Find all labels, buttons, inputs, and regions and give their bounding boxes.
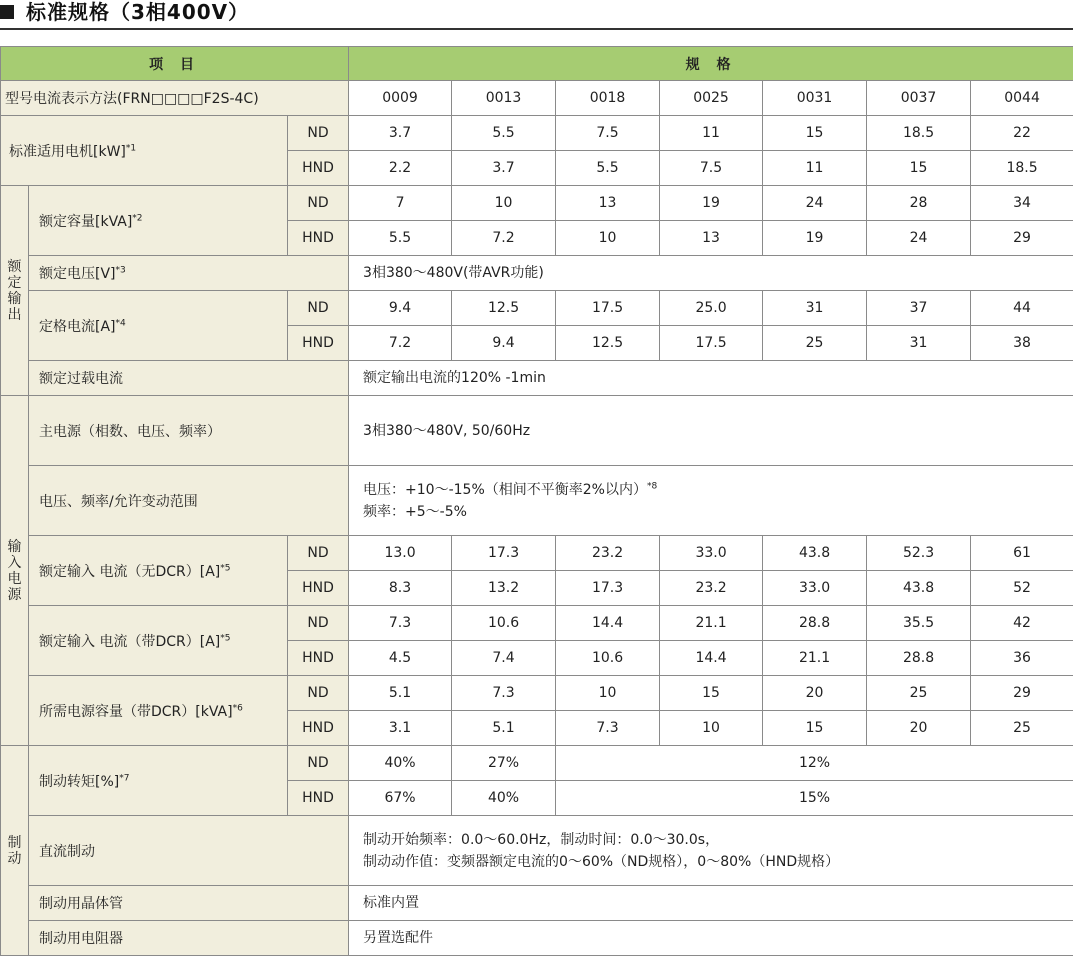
table-cell: 7 [349,186,452,221]
table-cell: 15 [763,116,867,151]
table-cell: 25 [867,676,971,711]
nd-label: ND [288,291,349,326]
hnd-label: HND [288,326,349,361]
table-cell: 3.7 [452,151,556,186]
table-cell: 17.3 [452,536,556,571]
table-cell: 7.5 [660,151,763,186]
table-cell: 13.0 [349,536,452,571]
table-cell: 31 [867,326,971,361]
voltage-value: 3相380～480V(带AVR功能) [349,256,1073,291]
table-cell: 0009 [349,81,452,116]
table-cell: 29 [971,221,1073,256]
table-cell: 21.1 [763,641,867,676]
table-row [1,606,1073,641]
table-cell: 17.3 [556,571,660,606]
category-input: 输 入 电 源 [1,396,29,746]
table-cell: 42 [971,606,1073,641]
table-cell: 7.4 [452,641,556,676]
table-cell: 5.5 [349,221,452,256]
table-cell: 12.5 [452,291,556,326]
dc-brake-label: 直流制动 [29,816,349,886]
table-cell: 0031 [763,81,867,116]
table-cell: 40% [452,781,556,816]
table-cell: 12.5 [556,326,660,361]
table-cell: 14.4 [556,606,660,641]
hnd-label: HND [288,781,349,816]
table-cell: 15 [763,711,867,746]
voltage-label: 额定电压$[V]^{*3}$ [29,256,349,291]
hnd-label: HND [288,641,349,676]
category-output: 额 定 输 出 [1,186,29,396]
table-cell: 3.7 [349,116,452,151]
table-cell: 10.6 [452,606,556,641]
hnd-label: HND [288,711,349,746]
table-cell: 24 [763,186,867,221]
table-cell: 9.4 [349,291,452,326]
table-cell: 7.2 [452,221,556,256]
table-cell: 7.5 [556,116,660,151]
table-cell: 5.5 [556,151,660,186]
tolerance-value: 电压：+10～-15%（相间不平衡率2%以内）$^{*8}$ 频率：+5～-5% [349,466,1073,536]
tolerance-line2: 频率：+5～-5% [363,501,1073,523]
table-cell: 17.5 [556,291,660,326]
table-cell: 15% [556,781,1073,816]
table-cell: 43.8 [763,536,867,571]
table-cell: 11 [763,151,867,186]
resistor-label: 制动用电阻器 [29,921,349,956]
title-divider [0,28,1073,30]
nd-label: ND [288,606,349,641]
table-cell: 14.4 [660,641,763,676]
tolerance-label: 电压、频率/允许变动范围 [29,466,349,536]
table-row [1,116,1073,151]
table-header-row [1,47,1073,81]
table-cell: 25.0 [660,291,763,326]
category-brake: 制 动 [1,746,29,956]
table-row [1,361,1073,396]
current-label: 定格电流$[A]^{*4}$ [29,291,288,361]
table-cell: 13.2 [452,571,556,606]
table-cell: 28.8 [763,606,867,641]
table-cell: 18.5 [971,151,1073,186]
main-power-value: 3相380～480V, 50/60Hz [349,396,1073,466]
nd-label: ND [288,746,349,781]
table-row [1,921,1073,956]
table-cell: 61 [971,536,1073,571]
table-cell: 13 [556,186,660,221]
table-cell: 5.1 [349,676,452,711]
title-bar [0,0,1073,30]
current-no-dcr-label: 额定输入 电流（无$DCR)[A]^{*5}$ [29,536,288,606]
table-cell: 33.0 [763,571,867,606]
table-cell: 19 [763,221,867,256]
table-cell: 28.8 [867,641,971,676]
table-cell: 22 [971,116,1073,151]
table-cell: 31 [763,291,867,326]
table-cell: 20 [867,711,971,746]
nd-label: ND [288,536,349,571]
table-cell: 27% [452,746,556,781]
dc-brake-value [349,816,1073,886]
transistor-value: 标准内置 [349,886,1073,921]
motor-label: 标准适用电机[kW]$^{*1}$ [1,116,288,186]
table-cell: 5.1 [452,711,556,746]
table-row [1,186,1073,221]
table-row [1,816,1073,886]
table-cell: 25 [763,326,867,361]
table-cell: 8.3 [349,571,452,606]
table-cell: 0025 [660,81,763,116]
dc-brake-line2: 制动动作值：变频器额定电流的0～60%（ND规格），0～80%（HND规格） [363,851,1073,873]
page-title: 标准规格（3相400V） [26,0,249,25]
table-cell: 11 [660,116,763,151]
capacity-label: 额定容量[kVA]$^{*2}$ [29,186,288,256]
table-cell: 7.3 [349,606,452,641]
table-cell: 20 [763,676,867,711]
table-cell: 35.5 [867,606,971,641]
table-cell: 10.6 [556,641,660,676]
table-row [1,466,1073,536]
table-cell: 52 [971,571,1073,606]
current-dcr-label: 额定输入 电流（带$DCR)[A]^{*5}$ [29,606,288,676]
header-spec: 规 格 [349,47,1073,81]
table-row [1,676,1073,711]
header-item: 项 目 [1,47,349,81]
table-cell: 10 [660,711,763,746]
table-cell: 7.3 [556,711,660,746]
table-cell: 29 [971,676,1073,711]
table-cell: 23.2 [660,571,763,606]
table-cell: 38 [971,326,1073,361]
table-cell: 12% [556,746,1073,781]
table-cell: 0018 [556,81,660,116]
table-cell: 7.2 [349,326,452,361]
table-row [1,81,1073,116]
resistor-value: 另置选配件 [349,921,1073,956]
table-cell: 43.8 [867,571,971,606]
table-row [1,536,1073,571]
table-cell: 0037 [867,81,971,116]
table-cell: 7.3 [452,676,556,711]
table-cell: 0013 [452,81,556,116]
title-square-icon [0,5,14,19]
table-cell: 3.1 [349,711,452,746]
table-cell: 37 [867,291,971,326]
table-cell: 17.5 [660,326,763,361]
table-cell: 25 [971,711,1073,746]
table-cell: 19 [660,186,763,221]
table-row [1,886,1073,921]
table-cell: 2.2 [349,151,452,186]
table-cell: 67% [349,781,452,816]
table-cell: 40% [349,746,452,781]
table-cell: 34 [971,186,1073,221]
capacity-dcr-label: 所需电源容量（带DCR）[kVA]$^{*6}$ [29,676,288,746]
table-cell: 33.0 [660,536,763,571]
tolerance-line1: 电压：+10～-15%（相间不平衡率2%以内） [363,482,647,498]
dc-brake-line1: 制动开始频率：0.0～60.0Hz，制动时间：0.0～30.0s， [363,829,1073,851]
table-cell: 28 [867,186,971,221]
table-cell: 10 [556,676,660,711]
hnd-label: HND [288,221,349,256]
hnd-label: HND [288,571,349,606]
table-cell: 36 [971,641,1073,676]
table-cell: 10 [556,221,660,256]
table-cell: 9.4 [452,326,556,361]
table-row [1,291,1073,326]
overload-value: 额定输出电流的120% -1min [349,361,1073,396]
nd-label: ND [288,186,349,221]
table-cell: 5.5 [452,116,556,151]
table-cell: 21.1 [660,606,763,641]
table-row [1,396,1073,466]
table-cell: 15 [660,676,763,711]
table-row [1,256,1073,291]
torque-label: 制动转矩[%]$^{*7}$ [29,746,288,816]
nd-label: ND [288,116,349,151]
table-cell: 10 [452,186,556,221]
table-row [1,746,1073,781]
table-cell: 0044 [971,81,1073,116]
table-cell: 23.2 [556,536,660,571]
hnd-label: HND [288,151,349,186]
table-cell: 44 [971,291,1073,326]
overload-label: 额定过载电流 [29,361,349,396]
table-cell: 13 [660,221,763,256]
main-power-label: 主电源（相数、电压、频率） [29,396,349,466]
model-label: 型号电流表示方法(FRN□□□□F2S-4C) [1,81,349,116]
transistor-label: 制动用晶体管 [29,886,349,921]
nd-label: ND [288,676,349,711]
table-cell: 15 [867,151,971,186]
table-cell: 18.5 [867,116,971,151]
table-cell: 4.5 [349,641,452,676]
table-cell: 24 [867,221,971,256]
table-cell: 52.3 [867,536,971,571]
spec-table [0,46,1073,956]
